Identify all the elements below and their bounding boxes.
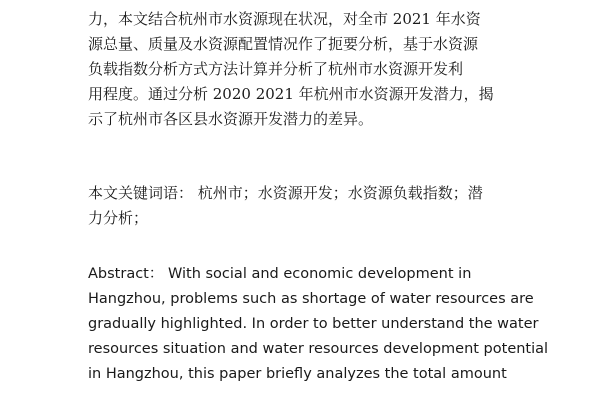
abstract-zh-line-2: 源总量、质量及水资源配置情况作了扼要分析，基于水资源 [88,35,479,53]
abstract-zh-line-4: 用程度。通过分析 2020 2021 年杭州市水资源开发潜力，揭 [88,85,494,103]
chinese-abstract-paragraph [88,7,518,132]
abstract-zh-line-3: 负载指数分析方式方法计算并分析了杭州市水资源开发利 [88,60,464,78]
keywords-paragraph [88,181,518,231]
keywords-line-1: 本文关键词语： 杭州市；水资源开发；水资源负载指数；潜 [88,184,483,202]
abstract-zh-line-5: 示了杭州市各区县水资源开发潜力的差异。 [88,110,374,128]
abstract-en-line-5: in Hangzhou, this paper briefly analyzes the total amount [88,366,507,382]
abstract-zh-line-1: 力，本文结合杭州市水资源现在状况，对全市 2021 年水资 [88,10,481,28]
keywords-line-2: 力分析； [88,209,149,227]
english-abstract-paragraph [88,262,549,387]
abstract-en-line-3: gradually highlighted. In order to better understand the water [88,316,539,332]
abstract-en-line-2: Hangzhou, problems such as shortage of water resources are [88,291,534,307]
abstract-en-line-4: resources situation and water resources development potential [88,341,549,357]
abstract-en-line-1: Abstract： With social and economic development in [88,266,472,282]
